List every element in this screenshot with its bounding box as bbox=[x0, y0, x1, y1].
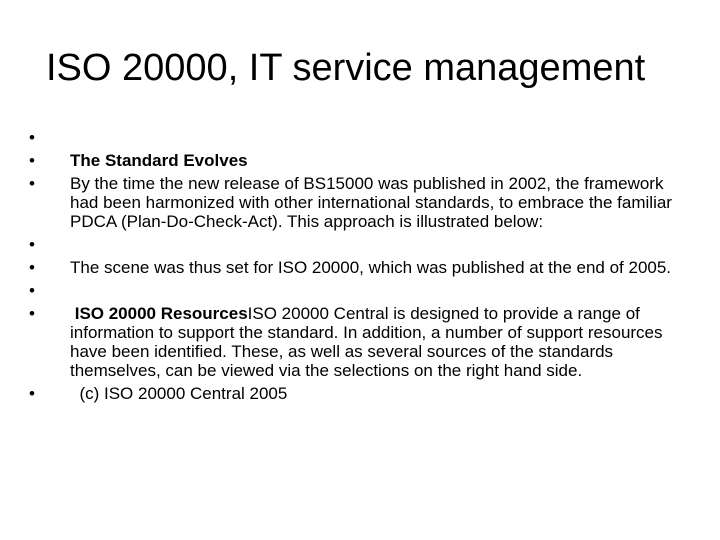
bullet-dot-icon: • bbox=[29, 151, 35, 170]
bullet-item-scene-set bbox=[25, 258, 695, 277]
bullet-item-copyright bbox=[25, 384, 695, 403]
slide-title: ISO 20000, IT service management bbox=[46, 47, 646, 89]
bullet-dot-icon: • bbox=[29, 281, 35, 300]
bullet-text bbox=[70, 151, 695, 170]
bullet-text bbox=[70, 304, 695, 380]
bullet-body: ISO 20000 Central is designed to provide a range of information to support the standard. In addition, a number of support resources have been identified. These, as well as several sources of the standards themselves, can be viewed via the selections on the right hand side. bbox=[70, 304, 663, 380]
bullet-item-empty-3 bbox=[25, 281, 695, 300]
bullet-heading: ISO 20000 Resources bbox=[70, 304, 248, 323]
copyright-text: (c) ISO 20000 Central 2005 bbox=[70, 384, 288, 403]
bullet-list bbox=[25, 128, 695, 407]
bullet-item-empty-1 bbox=[25, 128, 695, 147]
bullet-item-standard-evolves bbox=[25, 151, 695, 170]
bullet-dot-icon: • bbox=[29, 384, 35, 403]
bullet-dot-icon: • bbox=[29, 128, 35, 147]
bullet-item-bs15000 bbox=[25, 174, 695, 231]
bullet-heading: The Standard Evolves bbox=[70, 151, 248, 170]
bullet-dot-icon: • bbox=[29, 304, 35, 323]
bullet-dot-icon: • bbox=[29, 258, 35, 277]
bullet-dot-icon: • bbox=[29, 235, 35, 254]
bullet-text: By the time the new release of BS15000 was published in 2002, the framework had been harmonized with other international standards, to embrace the familiar PDCA (Plan-Do-Check-Act). This approach is illustrated below: bbox=[70, 174, 672, 231]
bullet-text: The scene was thus set for ISO 20000, which was published at the end of 2005. bbox=[70, 258, 672, 277]
bullet-dot-icon: • bbox=[29, 174, 35, 193]
bullet-item-empty-2 bbox=[25, 235, 695, 254]
bullet-item-resources bbox=[25, 304, 695, 380]
